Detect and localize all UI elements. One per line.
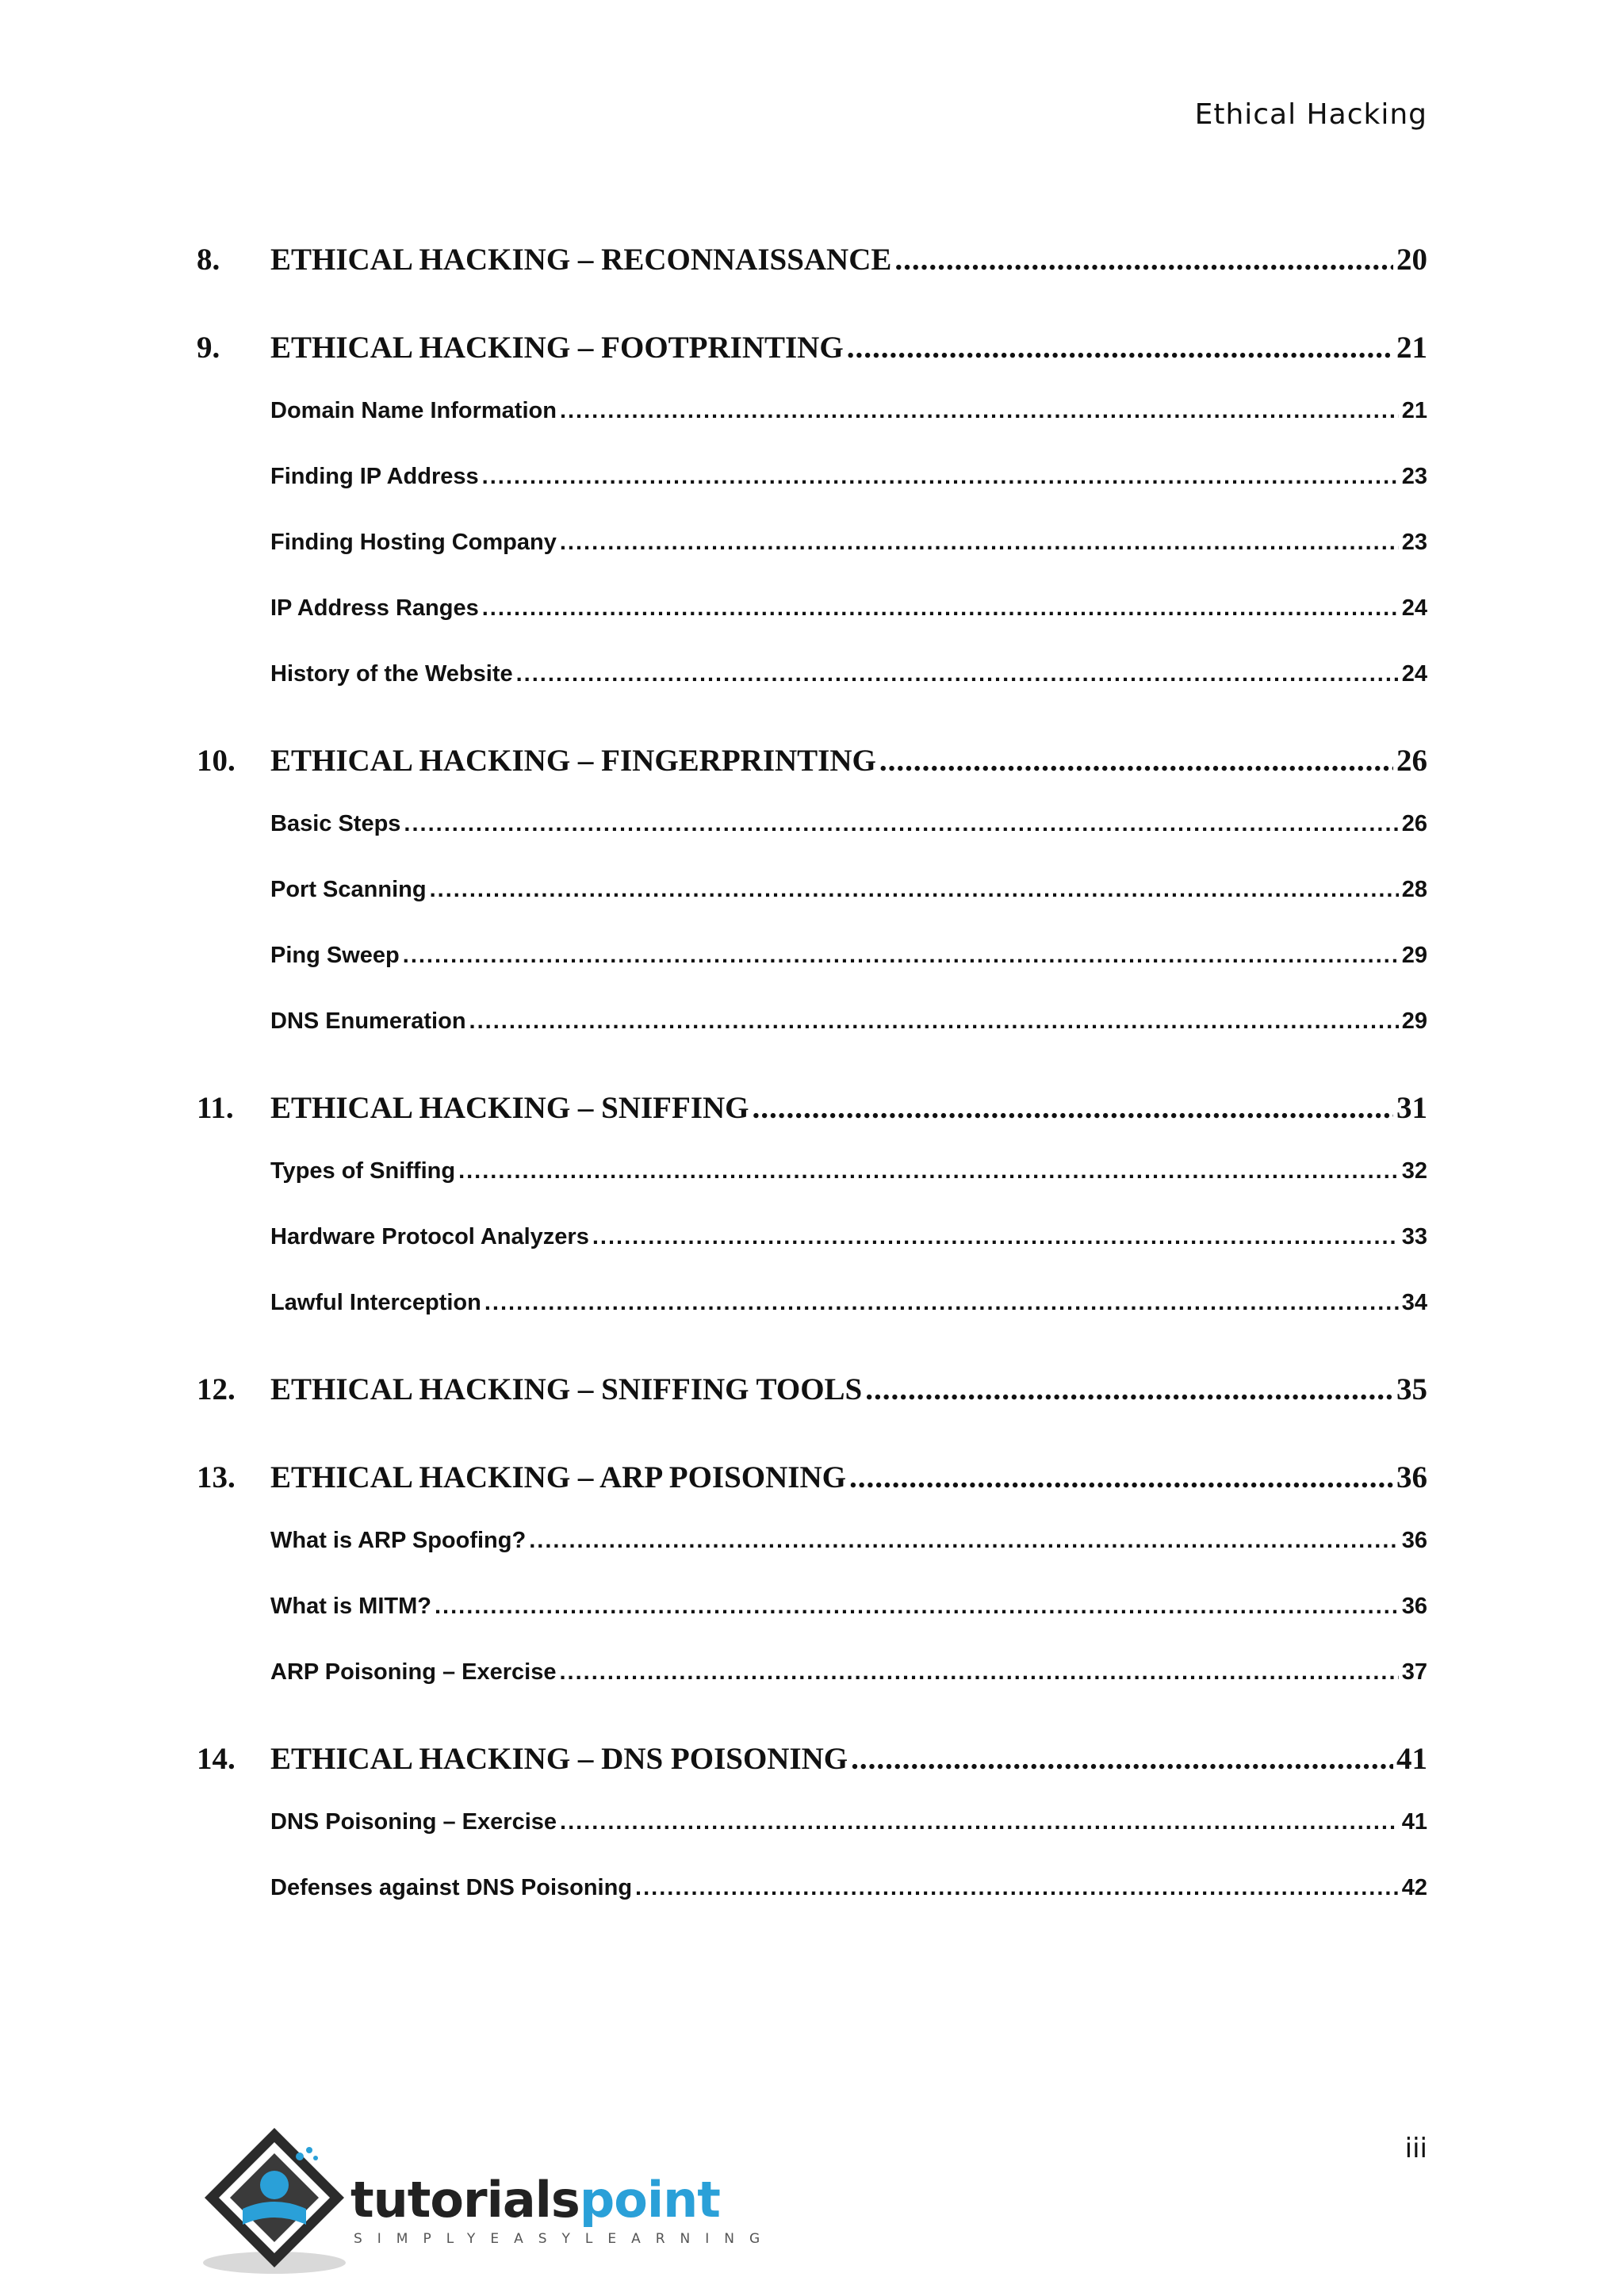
section-title: Finding IP Address bbox=[270, 464, 479, 489]
toc-chapter-entry[interactable] bbox=[197, 1086, 1427, 1131]
section-page-number: 21 bbox=[1401, 398, 1427, 423]
dot-leader bbox=[560, 1651, 1399, 1693]
table-of-contents bbox=[197, 238, 1427, 1909]
dot-leader bbox=[435, 1585, 1399, 1628]
section-page-number: 26 bbox=[1401, 811, 1427, 836]
toc-section-entry[interactable] bbox=[197, 1651, 1427, 1693]
dot-leader bbox=[560, 521, 1399, 564]
chapter-page-number: 35 bbox=[1396, 1372, 1427, 1406]
running-header: Ethical Hacking bbox=[1194, 98, 1427, 131]
section-title: DNS Poisoning – Exercise bbox=[270, 1809, 557, 1835]
section-page-number: 37 bbox=[1401, 1659, 1427, 1685]
toc-section-entry[interactable] bbox=[197, 455, 1427, 498]
toc-section-entry[interactable] bbox=[197, 1866, 1427, 1909]
logo-tagline: SIMPLYEASYLEARNING bbox=[354, 2231, 776, 2247]
chapter-page-number: 26 bbox=[1396, 744, 1427, 778]
chapter-page-number: 31 bbox=[1396, 1091, 1427, 1125]
dot-leader bbox=[458, 1150, 1399, 1192]
chapter-page-number: 21 bbox=[1396, 331, 1427, 365]
toc-section-entry[interactable] bbox=[197, 1215, 1427, 1258]
toc-section-entry[interactable] bbox=[197, 1281, 1427, 1324]
section-page-number: 28 bbox=[1401, 877, 1427, 902]
tutorialspoint-logo bbox=[195, 2122, 776, 2280]
logo-wordmark: tutorialspoint bbox=[350, 2171, 720, 2229]
section-page-number: 23 bbox=[1401, 530, 1427, 555]
chapter-page-number: 20 bbox=[1396, 243, 1427, 277]
chapter-number: 9. bbox=[197, 331, 220, 365]
section-title: Ping Sweep bbox=[270, 943, 400, 968]
toc-chapter-entry[interactable] bbox=[197, 739, 1427, 783]
chapter-number: 14. bbox=[197, 1742, 236, 1776]
dot-leader bbox=[404, 802, 1398, 845]
section-page-number: 34 bbox=[1401, 1290, 1427, 1315]
chapter-title: ETHICAL HACKING – RECONNAISSANCE bbox=[270, 243, 892, 277]
chapter-title: ETHICAL HACKING – FINGERPRINTING bbox=[270, 744, 876, 778]
section-page-number: 29 bbox=[1401, 1008, 1427, 1034]
dot-leader bbox=[516, 652, 1399, 695]
toc-section-entry[interactable] bbox=[197, 868, 1427, 911]
toc-section-entry[interactable] bbox=[197, 1585, 1427, 1628]
toc-chapter-entry[interactable] bbox=[197, 1456, 1427, 1500]
section-title: Defenses against DNS Poisoning bbox=[270, 1875, 633, 1900]
section-title: Types of Sniffing bbox=[270, 1158, 456, 1184]
section-page-number: 24 bbox=[1401, 661, 1427, 687]
chapter-number: 12. bbox=[197, 1372, 236, 1406]
toc-chapter-entry[interactable] bbox=[197, 1737, 1427, 1781]
section-title: History of the Website bbox=[270, 661, 513, 687]
chapter-title: ETHICAL HACKING – SNIFFING bbox=[270, 1091, 749, 1125]
chapter-page-number: 36 bbox=[1396, 1460, 1427, 1494]
toc-section-entry[interactable] bbox=[197, 587, 1427, 629]
toc-section-entry[interactable] bbox=[197, 521, 1427, 564]
dot-leader bbox=[469, 1000, 1399, 1043]
page-number: iii bbox=[1404, 2133, 1427, 2164]
chapter-title: ETHICAL HACKING – FOOTPRINTING bbox=[270, 331, 844, 365]
dot-leader bbox=[529, 1519, 1399, 1562]
toc-chapter-entry[interactable] bbox=[197, 238, 1427, 282]
section-title: Hardware Protocol Analyzers bbox=[270, 1224, 589, 1249]
toc-section-entry[interactable] bbox=[197, 802, 1427, 845]
dot-leader bbox=[894, 238, 1393, 282]
dot-leader bbox=[560, 1800, 1399, 1843]
chapter-title: ETHICAL HACKING – ARP POISONING bbox=[270, 1460, 846, 1494]
toc-chapter-entry[interactable] bbox=[197, 326, 1427, 370]
dot-leader bbox=[592, 1215, 1399, 1258]
section-page-number: 36 bbox=[1401, 1528, 1427, 1553]
section-title: Domain Name Information bbox=[270, 398, 557, 423]
dot-leader bbox=[753, 1086, 1393, 1131]
section-title: Lawful Interception bbox=[270, 1290, 481, 1315]
chapter-number: 11. bbox=[197, 1091, 234, 1125]
section-page-number: 41 bbox=[1401, 1809, 1427, 1835]
dot-leader bbox=[635, 1866, 1399, 1909]
section-title: IP Address Ranges bbox=[270, 595, 479, 621]
logo-emblem-icon bbox=[195, 2122, 354, 2280]
dot-leader bbox=[849, 1456, 1393, 1500]
chapter-title: ETHICAL HACKING – DNS POISONING bbox=[270, 1742, 848, 1776]
toc-chapter-entry[interactable] bbox=[197, 1368, 1427, 1412]
section-page-number: 33 bbox=[1401, 1224, 1427, 1249]
section-title: What is MITM? bbox=[270, 1594, 431, 1619]
dot-leader bbox=[851, 1737, 1393, 1781]
dot-leader bbox=[879, 739, 1393, 783]
toc-section-entry[interactable] bbox=[197, 1000, 1427, 1043]
dot-leader bbox=[482, 587, 1399, 629]
chapter-title: ETHICAL HACKING – SNIFFING TOOLS bbox=[270, 1372, 863, 1406]
section-page-number: 23 bbox=[1401, 464, 1427, 489]
dot-leader bbox=[865, 1368, 1393, 1412]
section-title: Finding Hosting Company bbox=[270, 530, 557, 555]
dot-leader bbox=[482, 455, 1399, 498]
section-title: DNS Enumeration bbox=[270, 1008, 466, 1034]
chapter-page-number: 41 bbox=[1396, 1742, 1427, 1776]
section-title: Port Scanning bbox=[270, 877, 427, 902]
section-page-number: 29 bbox=[1401, 943, 1427, 968]
toc-section-entry[interactable] bbox=[197, 1150, 1427, 1192]
dot-leader bbox=[847, 326, 1393, 370]
dot-leader bbox=[560, 389, 1399, 432]
section-title: What is ARP Spoofing? bbox=[270, 1528, 527, 1553]
dot-leader bbox=[403, 934, 1399, 977]
toc-section-entry[interactable] bbox=[197, 934, 1427, 977]
section-page-number: 36 bbox=[1401, 1594, 1427, 1619]
section-page-number: 24 bbox=[1401, 595, 1427, 621]
toc-section-entry[interactable] bbox=[197, 1519, 1427, 1562]
toc-section-entry[interactable] bbox=[197, 652, 1427, 695]
chapter-number: 10. bbox=[197, 744, 236, 778]
section-page-number: 42 bbox=[1401, 1875, 1427, 1900]
dot-leader bbox=[485, 1281, 1399, 1324]
section-page-number: 32 bbox=[1401, 1158, 1427, 1184]
dot-leader bbox=[430, 868, 1399, 911]
section-title: ARP Poisoning – Exercise bbox=[270, 1659, 557, 1685]
section-title: Basic Steps bbox=[270, 811, 401, 836]
toc-section-entry[interactable] bbox=[197, 1800, 1427, 1843]
chapter-number: 8. bbox=[197, 243, 220, 277]
toc-section-entry[interactable] bbox=[197, 389, 1427, 432]
chapter-number: 13. bbox=[197, 1460, 236, 1494]
